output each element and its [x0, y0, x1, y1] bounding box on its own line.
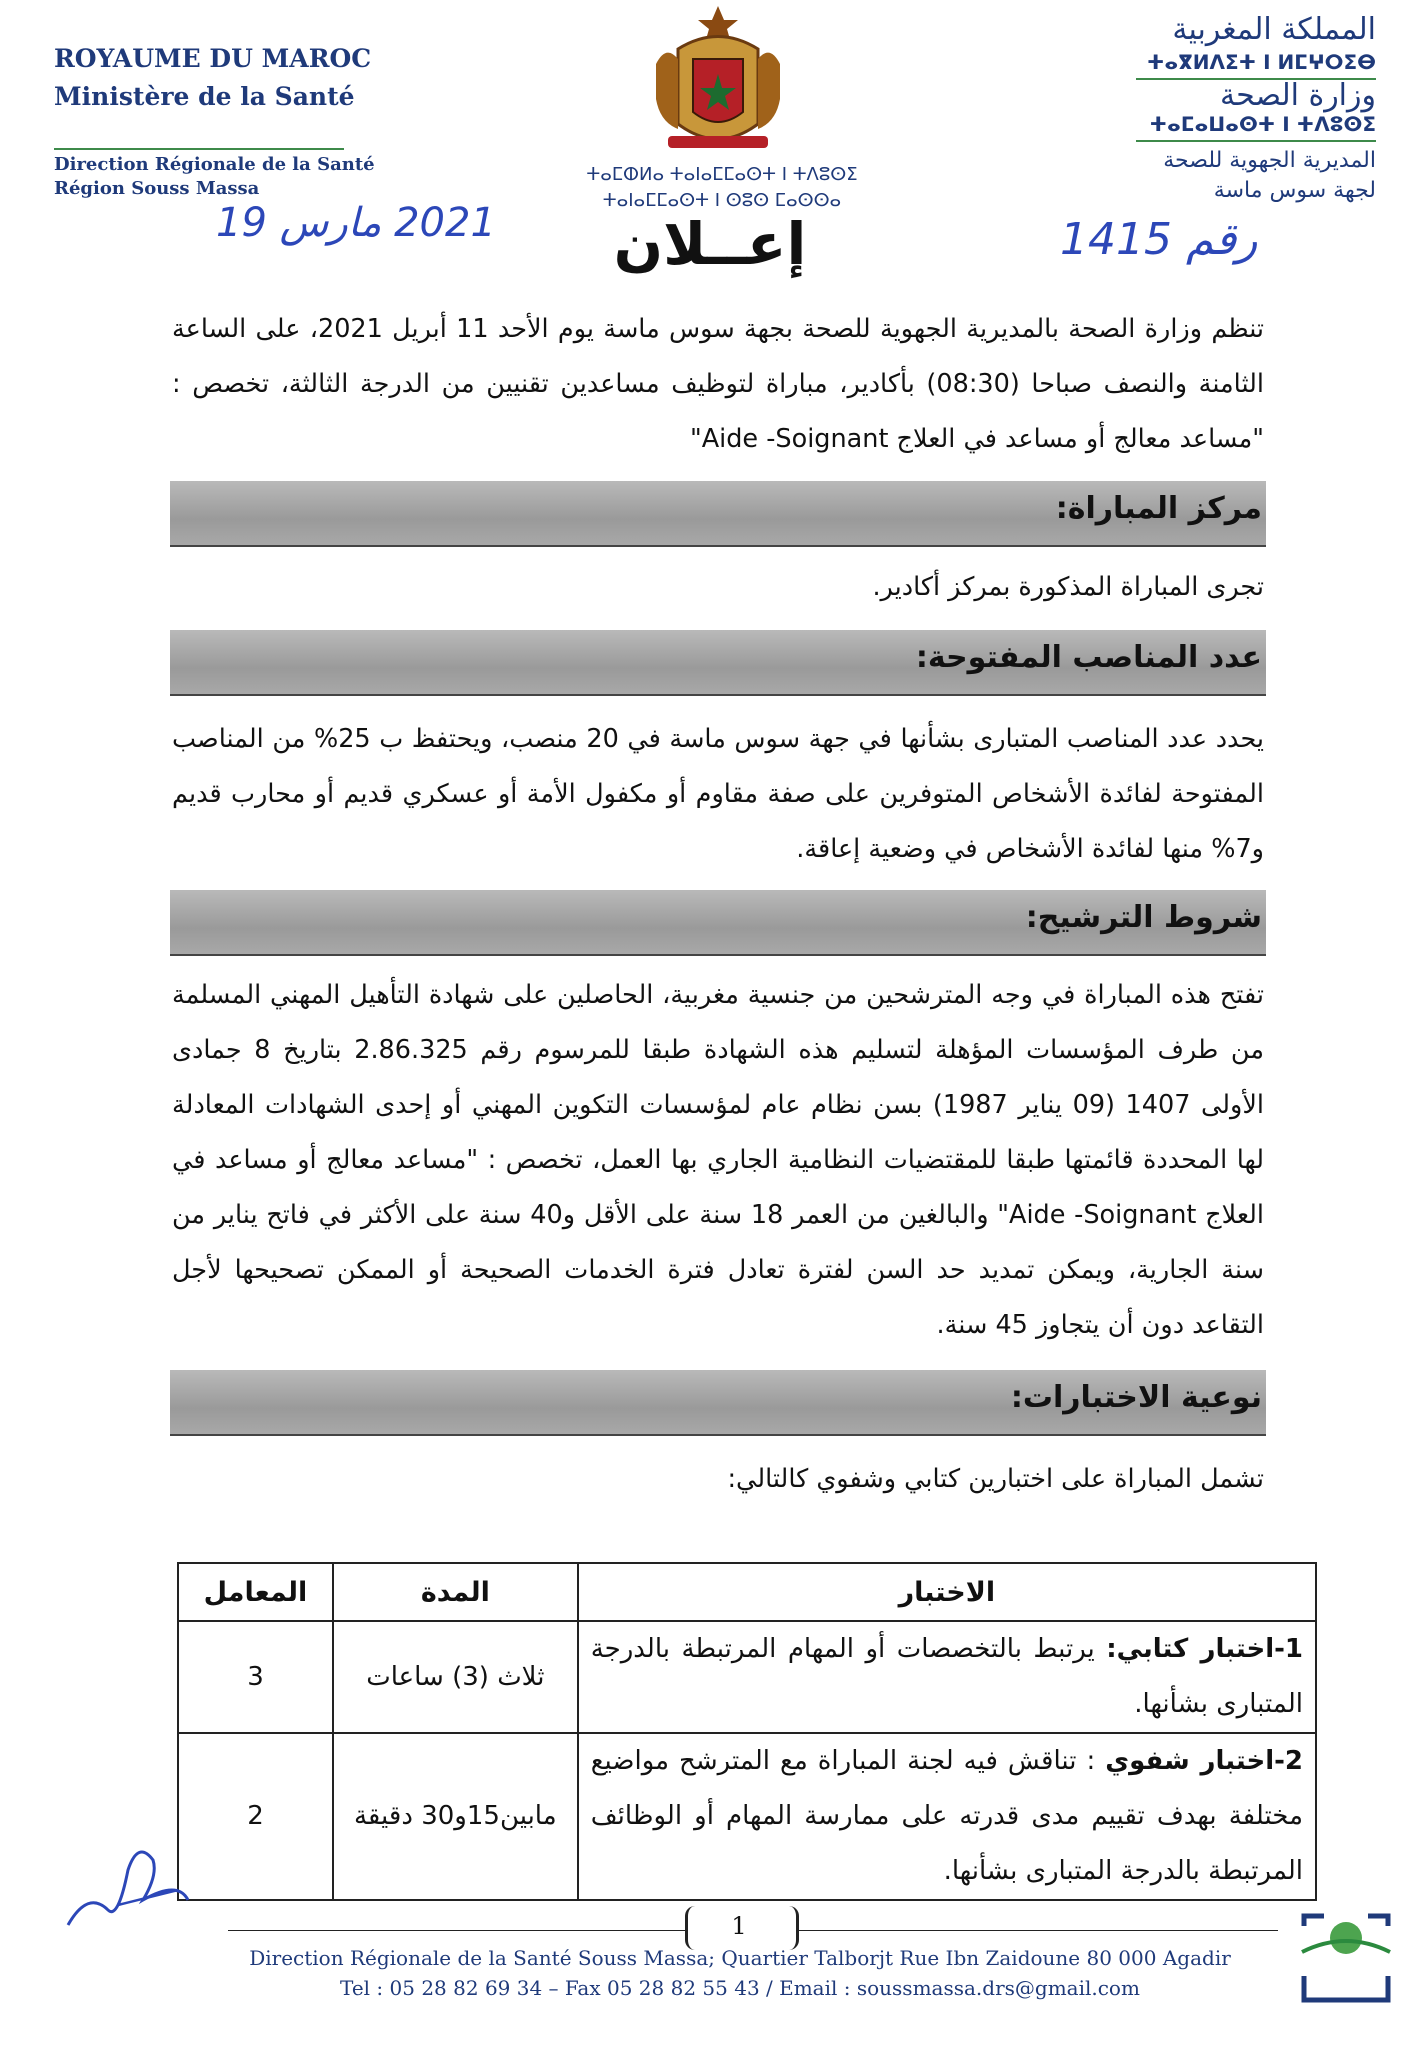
section-bar-tests: [170, 1370, 1266, 1436]
intro-paragraph: تنظم وزارة الصحة بالمديرية الجهوية للصحة بجهة سوس ماسة يوم الأحد 11 أبريل 2021، على الساعة الثامنة والنصف صباحا (08:30) بأكادير، مباراة لتوظيف مساعدين تقنيين من الدرجة الثالثة، تخصص : "مساعد معالج أو مساعد في العلاج Aide -Soignant": [172, 314, 1264, 454]
section-title-conditions: شروط الترشيح:: [1025, 900, 1262, 935]
tests-table: [177, 1562, 1317, 1901]
table-cell-test: [578, 1621, 1316, 1733]
header-center-tifinagh-1: ⵜⴰⵎⵀⵍⴰ ⵜⴰⵏⴰⵎⵎⴰⵙⵜ ⵏ ⵜⴷⵓⵙⵉ: [586, 164, 858, 185]
header-right-ministry: وزارة الصحة: [1220, 78, 1376, 113]
table-cell-duration: ثلاث (3) ساعات: [333, 1621, 578, 1733]
header-right-region: لجهة سوس ماسة: [1213, 178, 1376, 203]
section-title-center: مركز المباراة:: [1055, 491, 1262, 526]
section-bar-center: [170, 481, 1266, 547]
page-title: إعــلان: [613, 210, 807, 278]
footer-address: Direction Régionale de la Santé Souss Massa; Quartier Talborjt Rue Ibn Zaidoune 80 000 Agadir: [249, 1946, 1231, 1970]
table-header-row: [178, 1563, 1316, 1621]
signature: [58, 1830, 198, 1940]
footer-contact: Tel : 05 28 82 69 34 – Fax 05 28 82 55 43 / Email : soussmassa.drs@gmail.com: [340, 1976, 1140, 2000]
table-cell-test-desc: يرتبط بالتخصصات أو المهام المرتبطة بالدرجة المتبارى بشأنها.: [590, 1634, 1303, 1719]
table-header-test: الاختبار: [578, 1563, 1316, 1621]
header-left-region: Région Souss Massa: [54, 178, 260, 199]
header-center-tifinagh-2: ⵜⴰⵏⴰⵎⵎⴰⵙⵜ ⵏ ⵙⵓⵙ ⵎⴰⵙⵙⴰ: [602, 190, 842, 211]
coat-of-arms-icon: [648, 4, 788, 154]
section-text-center: تجرى المباراة المذكورة بمركز أكادير.: [872, 572, 1264, 602]
table-cell-duration: مابين15و30 دقيقة: [333, 1733, 578, 1900]
header-right-ministry-tifinagh: ⵜⴰⵎⴰⵡⴰⵙⵜ ⵏ ⵜⴷⵓⵙⵉ: [1149, 112, 1376, 136]
table-row: [178, 1733, 1316, 1900]
table-header-coefficient: المعامل: [178, 1563, 333, 1621]
section-text-tests: تشمل المباراة على اختبارين كتابي وشفوي كالتالي:: [727, 1464, 1264, 1494]
section-title-tests: نوعية الاختبارات:: [1010, 1380, 1262, 1415]
table-cell-coefficient: 3: [178, 1621, 333, 1733]
table-cell-coefficient: 2: [178, 1733, 333, 1900]
header-left-country: ROYAUME DU MAROC: [54, 44, 372, 73]
handwritten-date: 2021 مارس 19: [216, 200, 496, 246]
table-header-duration: المدة: [333, 1563, 578, 1621]
table-row: [178, 1621, 1316, 1733]
header-left-rule: [54, 148, 344, 150]
section-bar-conditions: [170, 890, 1266, 956]
table-cell-test-label: 1-اختبار كتابي:: [1106, 1634, 1303, 1664]
handwritten-reference: رقم 1415: [1060, 214, 1258, 265]
section-text-conditions: تفتح هذه المباراة في وجه المترشحين من جنسية مغربية، الحاصلين على شهادة التأهيل المهني المسلمة من طرف المؤسسات المؤهلة لتسليم هذه الشهادة طبقا للمرسوم رقم 2.86.325 بتاريخ 8 جمادى الأولى 1407 (09 يناير 1987) بسن نظام عام لمؤسسات التكوين المهني أو إحدى الشهادات المعادلة لها المحددة قائمتها طبقا للمقتضيات النظامية الجاري بها العمل، تخصص : "مساعد معالج أو مساعد في العلاج Aide -Soignant" والبالغين من العمر 18 سنة على الأقل و40 سنة على الأكثر في فاتح يناير من سنة الجارية، ويمكن تمديد حد السن لفترة تعادل فترة الخدمات الصحيحة أو الممكن تصحيحها لأجل التقاعد دون أن يتجاوز 45 سنة.: [172, 980, 1264, 1340]
header-right-kingdom-tifinagh: ⵜⴰⴳⵍⴷⵉⵜ ⵏ ⵍⵎⵖⵔⵉⴱ: [1146, 50, 1376, 74]
header-right-rule-2: [1136, 140, 1376, 142]
page-number: 1: [731, 1912, 747, 1940]
table-cell-test-label: 2-اختبار شفوي: [1105, 1746, 1303, 1776]
header-right-kingdom: المملكة المغربية: [1172, 12, 1376, 47]
header-left-ministry: Ministère de la Santé: [54, 82, 355, 111]
section-text-posts: يحدد عدد المناصب المتبارى بشأنها في جهة سوس ماسة في 20 منصب، ويحتفظ ب 25% من المناصب المفتوحة لفائدة الأشخاص المتوفرين على صفة مقاوم أو مكفول الأمة أو عسكري قديم أو محارب قديم و7% منها لفائدة الأشخاص في وضعية إعاقة.: [172, 724, 1264, 864]
header-right-direction: المديرية الجهوية للصحة: [1163, 148, 1376, 173]
ministry-health-logo-icon: [1300, 1912, 1392, 2004]
table-cell-test-desc: : تناقش فيه لجنة المباراة مع المترشح مواضيع مختلفة بهدف تقييم مدى قدرته على ممارسة المهام أو الوظائف المرتبطة بالدرجة المتبارى بشأنها.: [590, 1746, 1303, 1886]
header-left-direction: Direction Régionale de la Santé: [54, 154, 375, 175]
section-title-posts: عدد المناصب المفتوحة:: [915, 640, 1262, 675]
section-bar-posts: [170, 630, 1266, 696]
table-cell-test: [578, 1733, 1316, 1900]
